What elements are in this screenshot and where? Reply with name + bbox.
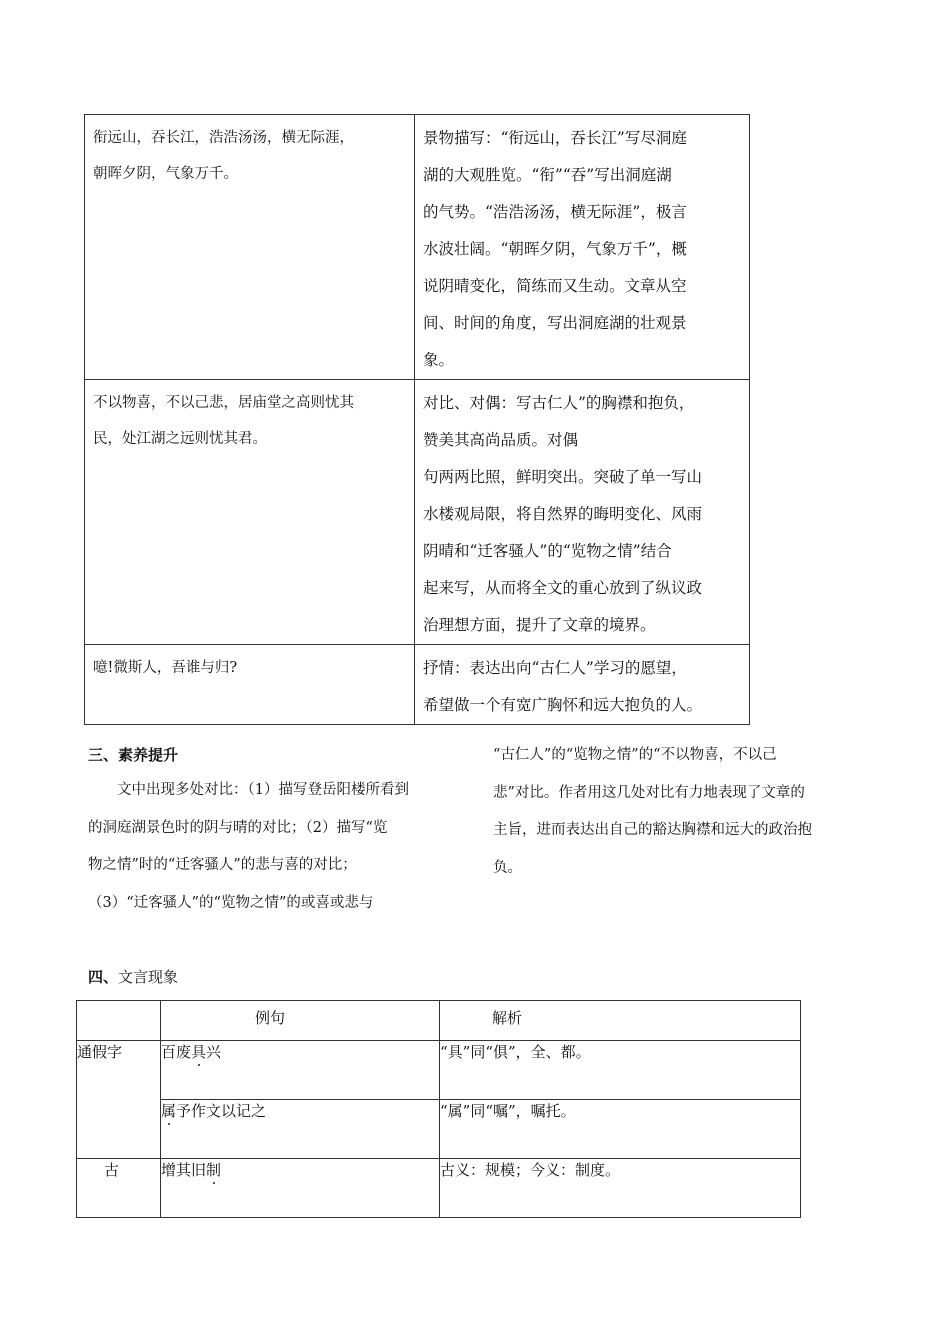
paragraph-line: 悲”对比。作者用这几处对比有力地表现了文章的 <box>493 784 805 801</box>
example-cell <box>161 1100 440 1159</box>
table-row <box>85 380 750 645</box>
table-row <box>85 115 750 380</box>
section-heading: 三、素养提升 <box>88 746 179 764</box>
analysis-cell: “属”同“嘱”，嘱托。 <box>440 1100 801 1159</box>
analysis-line: 水楼观局限，将自然界的晦明变化、风雨 <box>423 505 703 523</box>
quote-line: 衔远山，吞长江，浩浩汤汤，横无际涯， <box>93 130 354 146</box>
section-title: 文言现象 <box>118 968 179 986</box>
analysis-line: 希望做一个有宽广胸怀和远大抱负的人。 <box>423 696 703 714</box>
example-text: 予作文以记之 <box>176 1102 267 1120</box>
analysis-line: 对比、对偶：写古仁人”的胸襟和抱负， <box>423 394 695 412</box>
paragraph-line: 主旨，进而表达出自己的豁达胸襟和远大的政治抱 <box>493 822 812 838</box>
example-text: 兴 <box>206 1043 222 1061</box>
header-cell: 解析 <box>440 1001 801 1041</box>
analysis-cell: 古义：规模；今义：制度。 <box>440 1159 801 1218</box>
analysis-line: 说阴晴变化，简练而又生动。文章从空 <box>423 277 687 295</box>
category-cell: 通假字 <box>77 1041 161 1159</box>
header-cell: 例句 <box>161 1001 440 1041</box>
section-number: 四、 <box>88 968 119 986</box>
analysis-line: 水波壮阔。“朝晖夕阴，气象万千”，概 <box>423 240 687 258</box>
analysis-line: 起来写，从而将全文的重心放到了纵议政 <box>423 579 703 597</box>
paragraph-column-right <box>493 737 812 887</box>
paragraph-line: 负。 <box>493 859 522 876</box>
emphasized-char: 制 <box>206 1161 222 1179</box>
paragraph-line: （3）“迁客骚人”的“览物之情”的或喜或悲与 <box>88 894 374 911</box>
analysis-line: 赞美其高尚品质。对偶 <box>423 431 579 449</box>
paragraph-line: 文中出现多处对比：（1）描写登岳阳楼所看到 <box>88 782 409 798</box>
table-row <box>77 1041 801 1100</box>
analysis-line: 湖的大观胜览。“衔”“吞”写出洞庭湖 <box>423 166 672 184</box>
analysis-line: 抒情：表达出向“古仁人”学习的愿望， <box>423 659 687 677</box>
quote-cell <box>85 115 415 380</box>
analysis-line: 治理想方面，提升了文章的境界。 <box>423 616 656 634</box>
analysis-cell: “具”同“俱”，全、都。 <box>440 1041 801 1100</box>
analysis-cell <box>415 380 750 645</box>
analysis-line: 间、时间的角度，写出洞庭湖的壮观景 <box>423 314 687 332</box>
quote-cell <box>85 645 415 725</box>
paragraph-line: “古仁人”的“览物之情”的“不以物喜，不以己 <box>493 747 777 763</box>
analysis-line: 象。 <box>423 351 455 369</box>
table-header-row <box>77 1001 801 1041</box>
emphasized-char: 具 <box>191 1043 207 1061</box>
category-cell: 古 <box>77 1159 161 1218</box>
quote-line: 不以物喜，不以己悲，居庙堂之高则忧其 <box>93 395 354 411</box>
paragraph-line: 物之情”时的“迁客骚人”的悲与喜的对比； <box>88 857 357 873</box>
emphasized-char: 属 <box>161 1102 177 1120</box>
quote-line: 朝晖夕阴，气象万千。 <box>93 166 238 182</box>
quote-line: 噫!微斯人，吾谁与归? <box>93 660 238 676</box>
header-cell <box>77 1001 161 1041</box>
analysis-cell <box>415 645 750 725</box>
analysis-line: 句两两比照，鲜明突出。突破了单一写山 <box>423 468 703 486</box>
analysis-line: 景物描写：“衔远山，吞长江”写尽洞庭 <box>423 129 687 147</box>
section-heading <box>88 966 178 987</box>
analysis-cell <box>415 115 750 380</box>
paragraph-column-left <box>88 772 409 922</box>
quote-cell <box>85 380 415 645</box>
table-row <box>77 1159 801 1218</box>
quote-line: 民，处江湖之远则忧其君。 <box>93 431 267 447</box>
table-row <box>85 645 750 725</box>
comparison-table <box>84 114 750 725</box>
table-row <box>77 1100 801 1159</box>
analysis-line: 阴晴和“迁客骚人”的“览物之情”结合 <box>423 542 672 560</box>
classical-phenomena-table <box>76 1000 801 1218</box>
example-text: 百废 <box>161 1043 192 1061</box>
example-cell <box>161 1041 440 1100</box>
example-text: 增其旧 <box>161 1161 207 1179</box>
example-cell <box>161 1159 440 1218</box>
paragraph-line: 的洞庭湖景色时的阴与晴的对比；（2）描写“览 <box>88 819 388 836</box>
analysis-line: 的气势。“浩浩汤汤，横无际涯”，极言 <box>423 203 687 221</box>
